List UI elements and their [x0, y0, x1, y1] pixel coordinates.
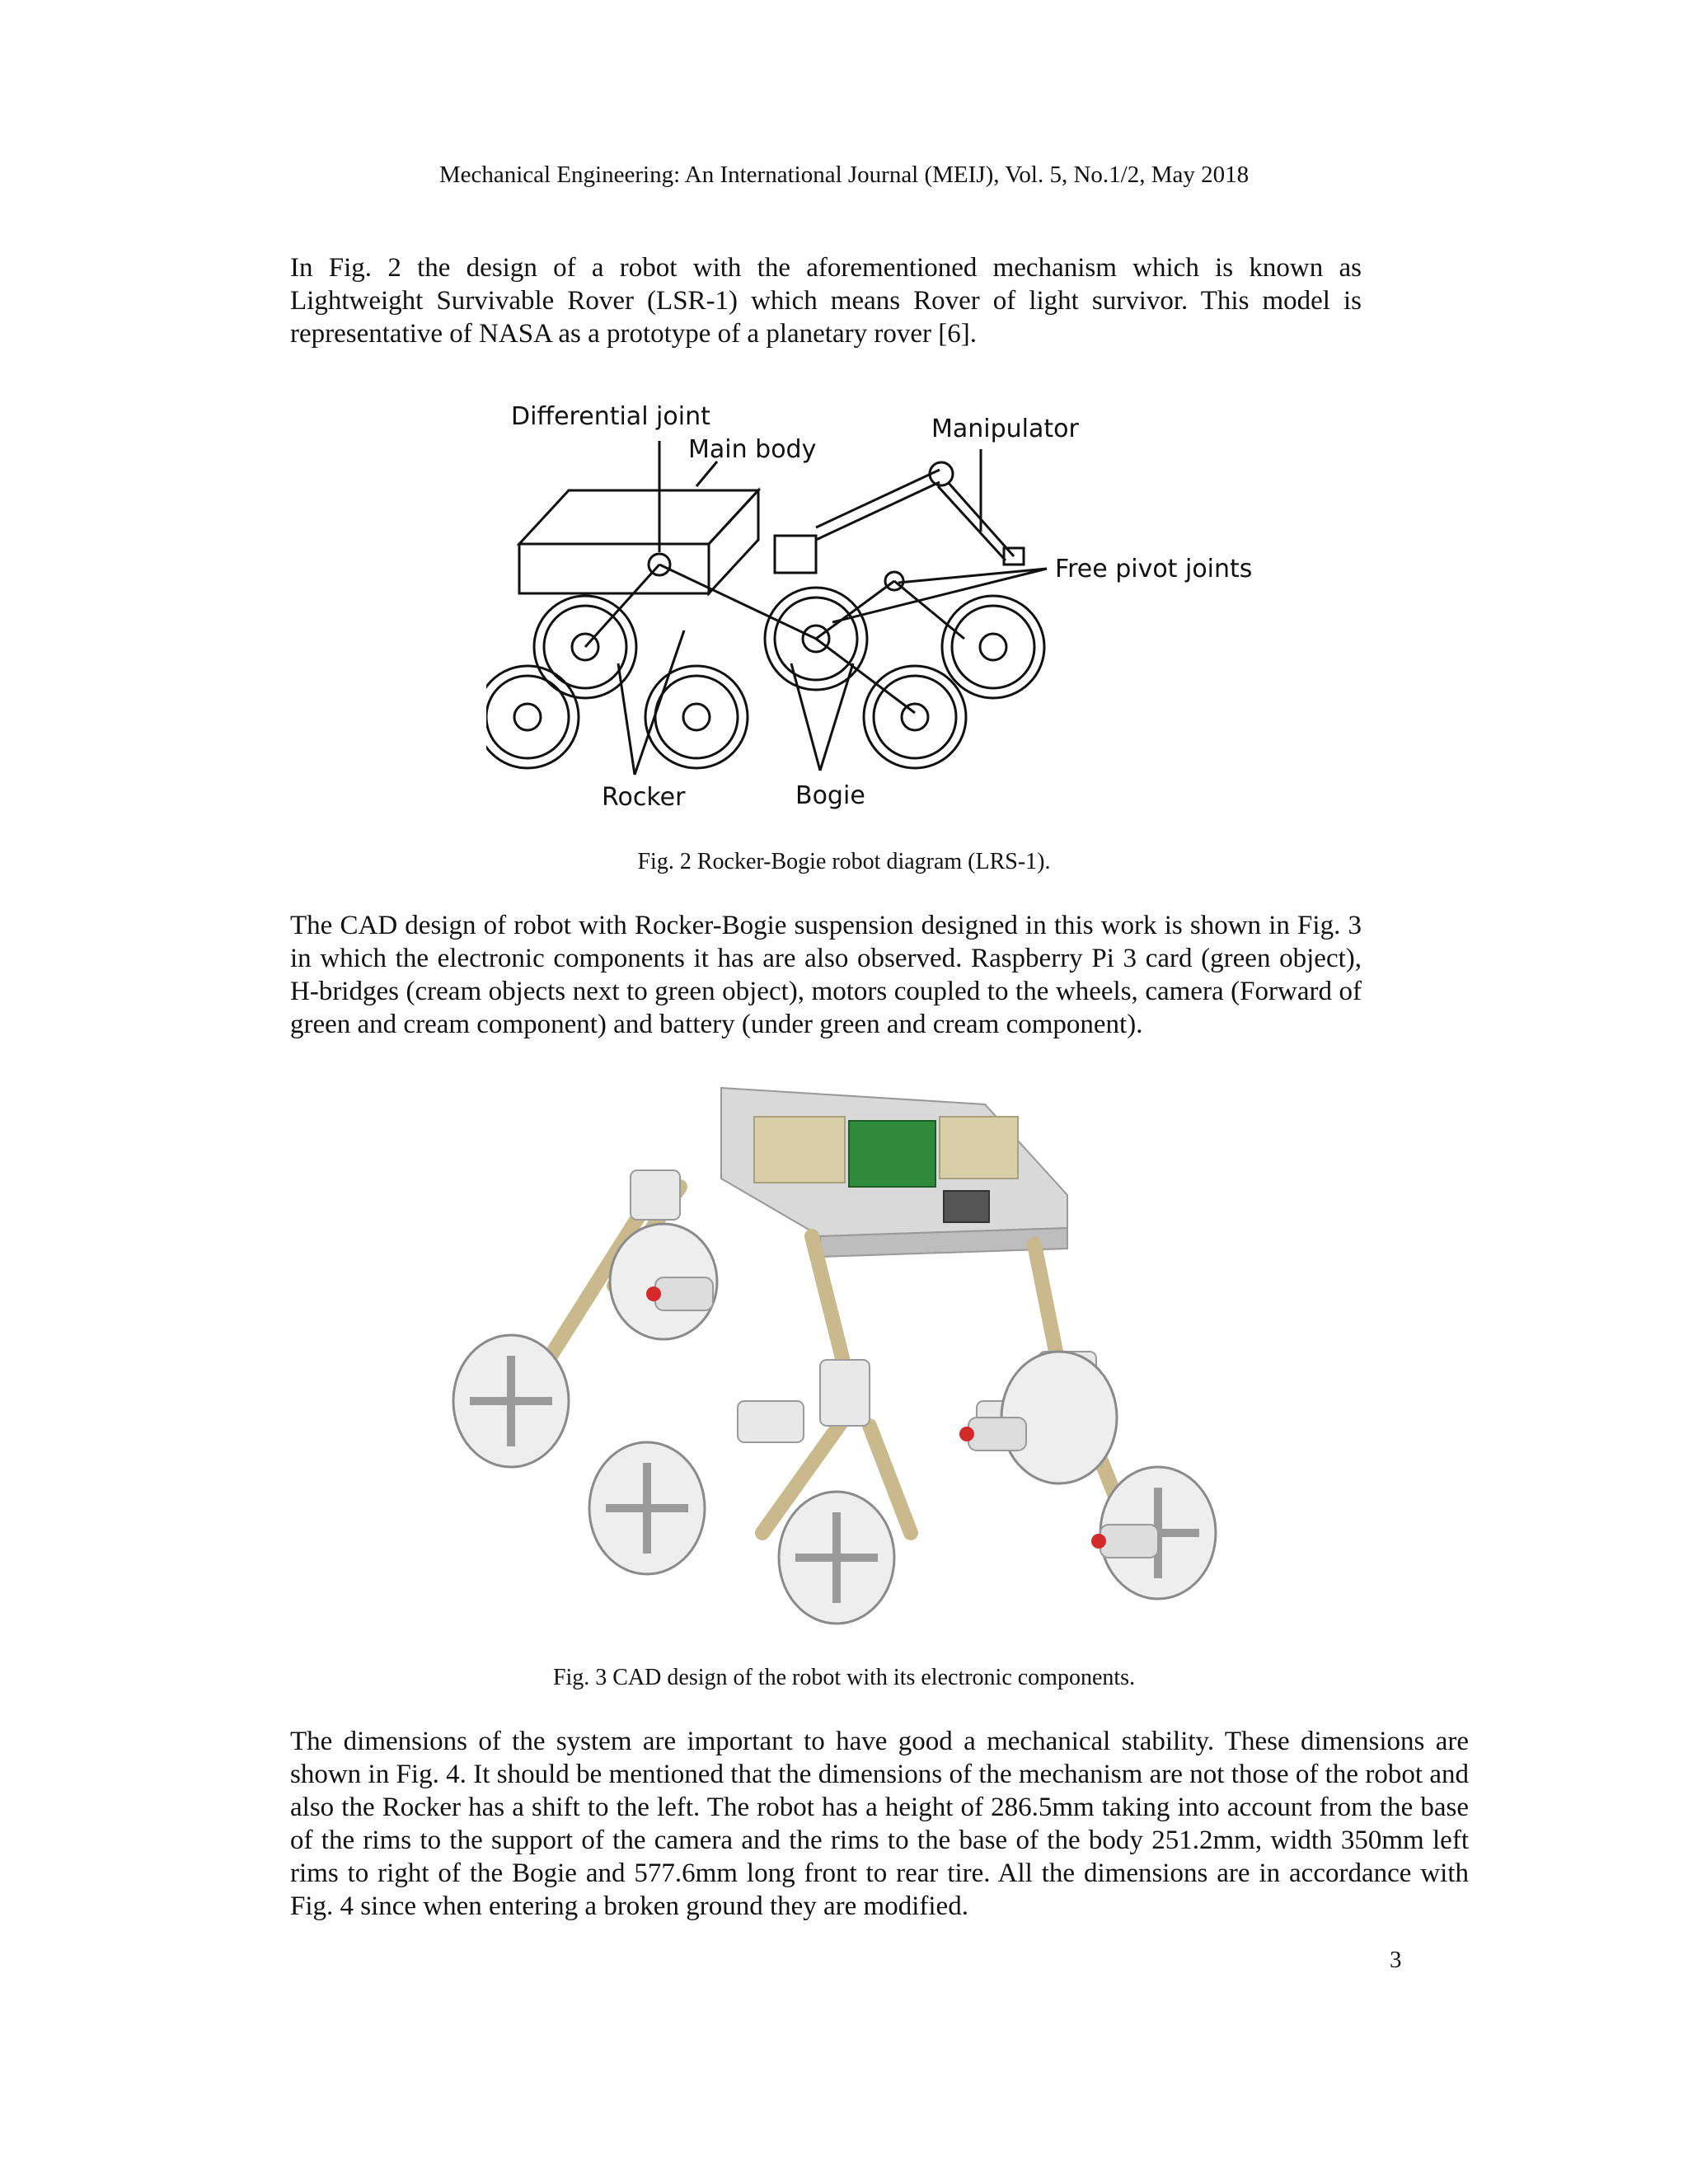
- running-header: Mechanical Engineering: An International Journal (MEIJ), Vol. 5, No.1/2, May 2018: [438, 162, 1250, 188]
- main-body-front: [519, 544, 709, 593]
- cad-render-svg: [408, 1071, 1298, 1640]
- label-rocker: Rocker: [602, 783, 686, 812]
- label-differential-joint: Differential joint: [511, 402, 710, 431]
- main-body-top: [519, 490, 758, 544]
- label-manipulator: Manipulator: [931, 415, 1079, 443]
- paragraph-intro-lsr1: In Fig. 2 the design of a robot with the aforementioned mechanism which is known as Lightweight Survivable Rover (LSR-1) which means Rover of light survivor. This model is representative of NASA as a prototype of a planetary rover [6].: [290, 253, 1362, 349]
- label-main-body: Main body: [688, 435, 817, 464]
- figure-3-cad-render: [408, 1071, 1298, 1640]
- raspberry-pi-card: [849, 1121, 935, 1187]
- main-body-side: [709, 490, 758, 593]
- h-bridge-right: [940, 1117, 1018, 1179]
- h-bridge-left: [754, 1117, 845, 1183]
- label-bogie: Bogie: [795, 781, 865, 810]
- manipulator-base: [775, 536, 816, 573]
- rocker-bogie-diagram-svg: [486, 391, 1253, 820]
- paragraph-dimensions: The dimensions of the system are important to have good a mechanical stability. These dimensions are shown in Fig. 4. It should be mentioned that the dimensions of the mechanism are not those of the robot and also the Rocker has a shift to the left. The robot has a height of 286.5mm taking into account from the base of the rims to the support of the camera and the rims to the base of the body 251.2mm, width 350mm left rims to right of the Bogie and 577.6mm long front to rear tire. All the dimensions are in accordance with Fig. 4 since when entering a broken ground they are modified.: [290, 1727, 1469, 1921]
- figure-2-caption: Fig. 2 Rocker-Bogie robot diagram (LRS-1).: [637, 849, 1051, 874]
- paragraph-cad-design: The CAD design of robot with Rocker-Bogie suspension designed in this work is shown in Fig. 3 in which the electronic components it has are also observed. Raspberry Pi 3 card (green object), H-bridges (cream objects next to green object), motors coupled to the wheels, camera (Forward of green and cream component) and battery (under green and cream component).: [290, 911, 1362, 1039]
- figure-2-rocker-bogie-diagram: [486, 391, 1253, 820]
- label-free-pivot-joints: Free pivot joints: [1055, 555, 1253, 583]
- camera: [944, 1191, 989, 1222]
- figure-3-caption: Fig. 3 CAD design of the robot with its electronic components.: [552, 1665, 1136, 1690]
- page-number: 3: [1390, 1947, 1402, 1973]
